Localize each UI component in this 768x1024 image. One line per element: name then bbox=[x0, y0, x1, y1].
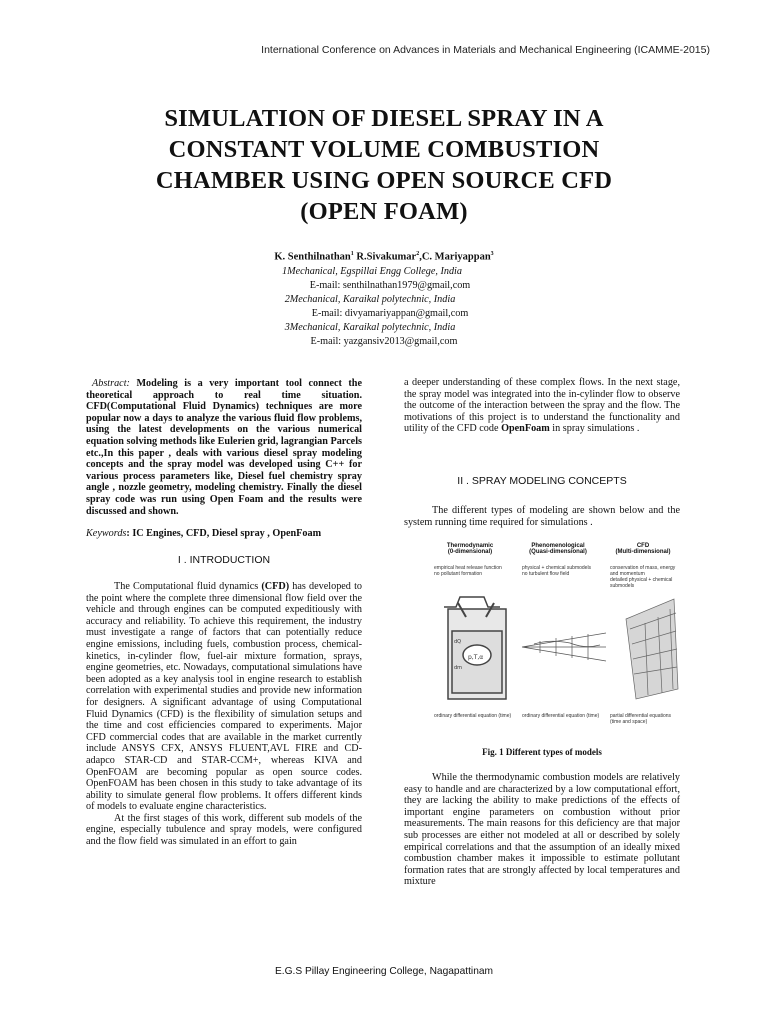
fig-bullet: no pollutant formation bbox=[434, 571, 483, 577]
figure-col-title bbox=[516, 543, 600, 555]
abstract-text: Modeling is a very important tool connect the theoretical approach to real time situation. CFD(Computational Fluid Dynamics) techniques are more popular now a days to analyze the various fluid flow problems, using the latest developments on the various numerical equation solving methods like Eulerien grid, lagrangian Parcels etc.,In this paper , deals with various diesel spray modeling concepts and the spray model was developed using C++ for various process parameters like, Diesel fuel chemistry spray angle , nozzle geometry, modeling chemistry. Finally the diesel spray code was run using Open Foam and the results were discussed and shown. bbox=[86, 378, 362, 517]
fig-footnote: partial differential equations (time and space) bbox=[610, 713, 672, 725]
intro-body bbox=[86, 581, 362, 848]
author-name: ,C. Mariyappan bbox=[419, 251, 491, 263]
affiliation: 3Mechanical, Karaikal polytechnic, India bbox=[284, 322, 456, 333]
conference-header: International Conference on Advances in Materials and Mechanical Engineering (ICAMME-2015) bbox=[261, 44, 710, 56]
spray-intro bbox=[404, 505, 680, 528]
email: E-mail: yazgansiv2013@gmail,com bbox=[310, 336, 458, 347]
paragraph: At the first stages of this work, different sub models of the engine, especially tubulence and spray models, were configured and the flow field was simulated in an effort to gain bbox=[86, 812, 362, 848]
fig-footnote: ordinary differential equation (time) bbox=[522, 713, 600, 719]
figure-illustration bbox=[430, 589, 682, 707]
figure-col-title bbox=[604, 543, 682, 555]
fig-sub-text: (0-dimensional) bbox=[447, 549, 493, 555]
fig-bullets bbox=[434, 565, 512, 577]
fig-sub-text: (Quasi-dimensional) bbox=[529, 549, 587, 555]
fig-sub-text: (Multi-dimensional) bbox=[615, 549, 671, 555]
author-list bbox=[0, 251, 768, 263]
fig-bullet: empirical heat release function bbox=[434, 565, 502, 571]
fig-footnote: ordinary differential equation (time) bbox=[434, 713, 512, 719]
figure-col-title bbox=[430, 543, 510, 555]
fig-bullet: no turbulent flow field bbox=[522, 571, 570, 577]
fig-bullets bbox=[610, 565, 682, 589]
figure-caption: Fig. 1 Different types of models bbox=[482, 747, 602, 757]
text-run: has developed to the point where the complete three dimensional flow field over the vehicle and through engines can be computed expeditiously with accuracy and reliability. To achieve this requirement, the industry must investigate a range of factors that can potentially reduce engine emissions, including fuels, combustion process, chemical-kinetics, in-cylinder flow, fuel-air mixture formation, sprays, engine geometries, etc. Nowadays, computational simulations have been adopted as a key analysis tool in engine research to establish correlation with experimental studies and provide new information for designers. A significant advantage of using Computational Fluid Dynamics (CFD) is the flexibility of simulation setups and the time and cost efficiencies compared to experiments. Major CFD commercial codes that are available in the market currently include ANSYS CFX, ANSYS FLUENT,AVL FIRE and CD-adapco STAR-CD and STAR-CCM+, whereas KIVA and OpenFOAM are becoming popular as open source codes. OpenFOAM has been chosen in this study to take advantage of its ability to simulate general flow problems. It offers different kinds of models to evaluate engine characteristics. bbox=[86, 581, 362, 813]
fig-label-pta: p,T,α bbox=[468, 654, 484, 661]
author-name: K. Senthilnathan bbox=[274, 251, 351, 263]
title-line: (OPEN FOAM) bbox=[300, 198, 468, 225]
fig-label-dq: dQ bbox=[454, 639, 462, 645]
affiliation: 2Mechanical, Karaikal polytechnic, India bbox=[284, 294, 456, 305]
paragraph bbox=[86, 581, 362, 813]
abstract-label: Abstract: bbox=[92, 378, 130, 389]
email: E-mail: senthilnathan1979@gmail,com bbox=[309, 280, 471, 291]
author-name: R.Sivakumar bbox=[353, 251, 417, 263]
title-line: CHAMBER USING OPEN SOURCE CFD bbox=[155, 167, 613, 194]
text-run: The Computational fluid dynamics bbox=[114, 581, 262, 592]
text-run-bold: OpenFoam bbox=[501, 423, 550, 435]
text-run: in spray simulations . bbox=[549, 423, 640, 435]
author-sup: 3 bbox=[490, 251, 494, 257]
spray-graphic bbox=[522, 633, 606, 661]
page-footer: E.G.S Pillay Engineering College, Nagapattinam bbox=[274, 966, 494, 977]
fig-title-text: CFD bbox=[636, 543, 650, 549]
paragraph: While the thermodynamic combustion models are relatively easy to handle and are characterized by a low computational effort, they are lacking the ability to make predictions of the effects of important engine parameters on combustion without prior measurements. The main reasons for this deficiency are that major sub processes are either not modeled at all or described by solely empirical correlations and that the assumption of an ideally mixed combustion chamber makes it impossible to estimate pollutant formation rates that are strongly affected by local temperatures and mixture bbox=[404, 772, 680, 888]
email: E-mail: divyamariyappan@gmail,com bbox=[311, 308, 469, 319]
paragraph: The different types of modeling are shown below and the system running time required for simulations . bbox=[404, 505, 680, 528]
engine-cylinder-graphic bbox=[444, 597, 506, 699]
fig-bullet: physical + chemical submodels bbox=[522, 565, 592, 571]
text-run: a deeper understanding of these complex flows. In the next stage, the spray model was integrated into the in-cylinder flow to observe the outcome of the interaction between the spray and the flow. The motivations of this project is to understand the functionality and utility of the CFD code bbox=[404, 377, 680, 435]
keywords-text: : IC Engines, CFD, Diesel spray , OpenFoam bbox=[126, 528, 322, 539]
section-heading-intro: I . INTRODUCTION bbox=[177, 554, 271, 566]
title-line: CONSTANT VOLUME COMBUSTION bbox=[168, 136, 600, 163]
fig-bullet: conservation of mass, energy and momentum bbox=[610, 565, 676, 577]
paragraph bbox=[404, 377, 680, 435]
text-run-bold: (CFD) bbox=[261, 581, 290, 592]
right-intro-continued bbox=[404, 377, 680, 435]
fig-label-dm: dm bbox=[454, 665, 463, 671]
paper-title bbox=[84, 103, 684, 227]
right-body bbox=[404, 772, 680, 888]
fig-title-text: Phenomenological bbox=[531, 543, 585, 549]
cfd-mesh-graphic bbox=[626, 599, 678, 699]
keywords-label: Keywords bbox=[86, 528, 127, 539]
figure-model-types bbox=[430, 541, 682, 743]
title-line: SIMULATION OF DIESEL SPRAY IN A bbox=[164, 105, 604, 132]
affiliation: 1Mechanical, Egspillai Engg College, India bbox=[282, 266, 462, 277]
abstract bbox=[86, 378, 362, 517]
section-heading-spray: II . SPRAY MODELING CONCEPTS bbox=[457, 475, 627, 487]
fig-bullets bbox=[522, 565, 602, 577]
fig-bullet: detailed physical + chemical submodels bbox=[610, 577, 673, 589]
author-sup: 2 bbox=[416, 251, 420, 257]
keywords bbox=[86, 528, 362, 540]
fig-title-text: Thermodynamic bbox=[446, 543, 494, 549]
author-sup: 1 bbox=[350, 251, 354, 257]
